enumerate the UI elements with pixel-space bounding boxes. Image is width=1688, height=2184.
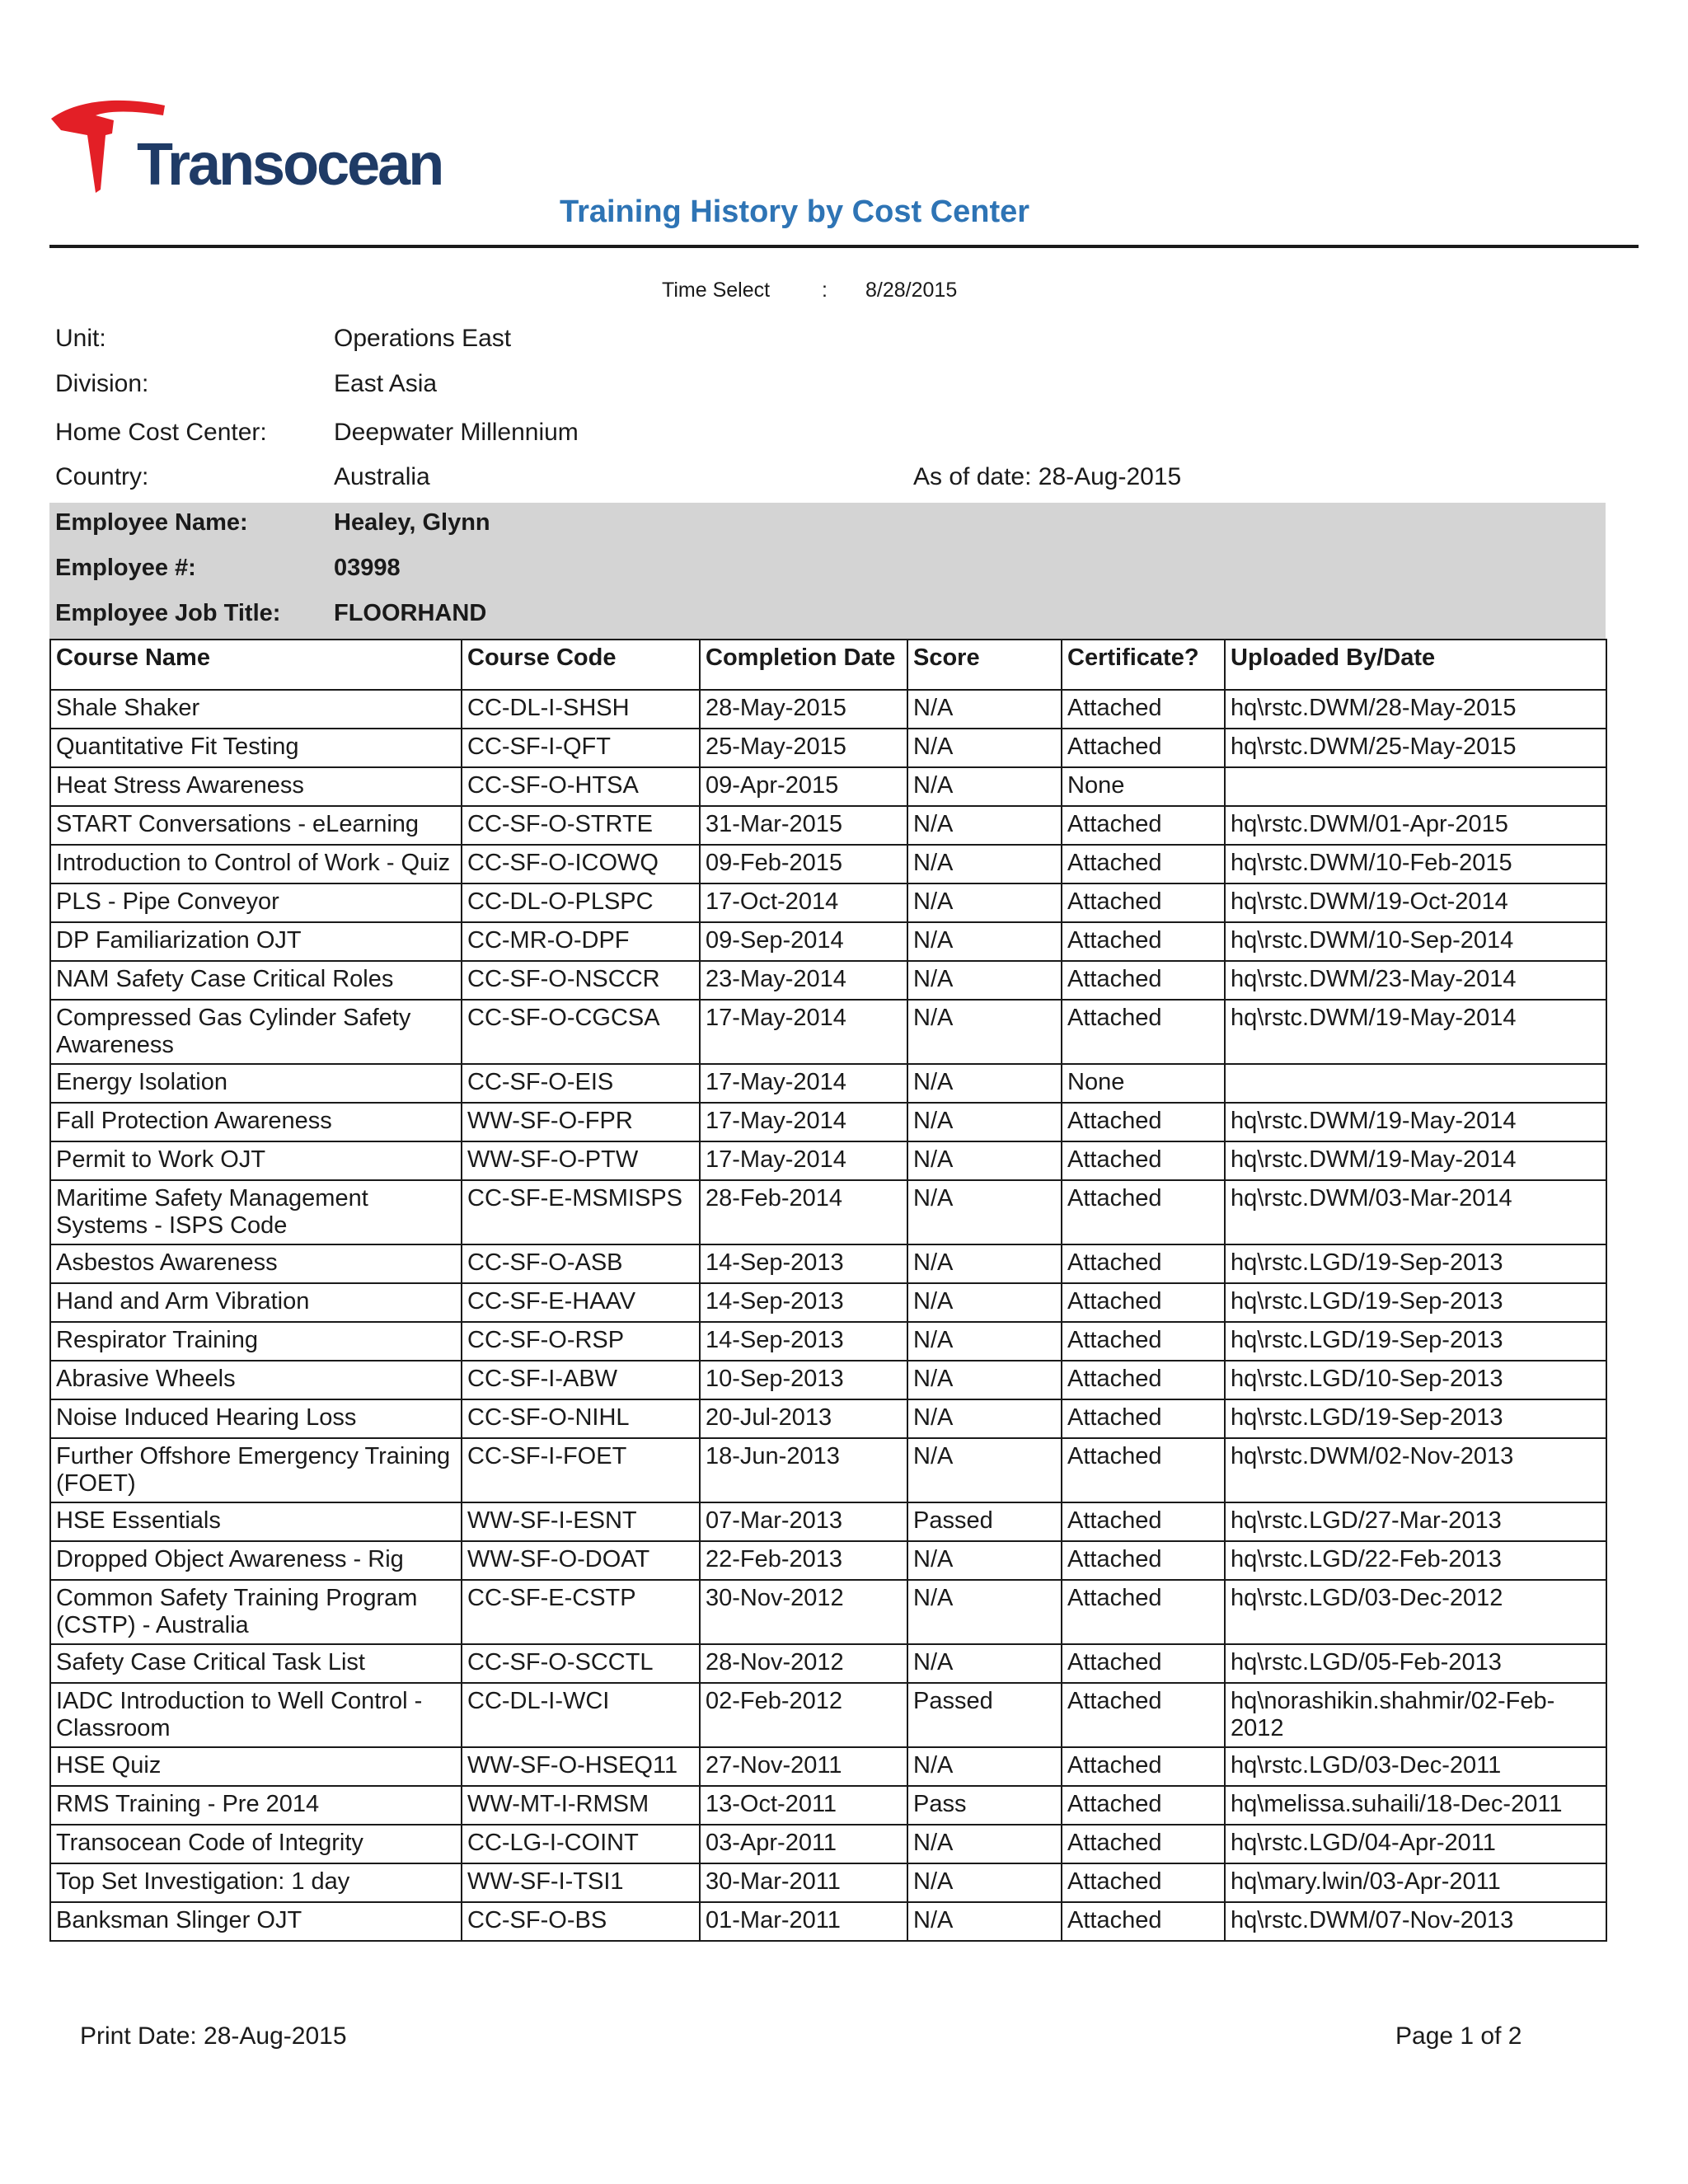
unit-label: Unit: [55,325,106,352]
score-cell: Passed [907,1683,1062,1747]
table-header-row [50,640,1606,690]
completion-date-cell: 14-Sep-2013 [700,1283,907,1322]
table-row [50,845,1606,883]
column-header-certificate: Certificate? [1062,640,1225,690]
table-row [50,1786,1606,1825]
column-header-completion-date: Completion Date [700,640,907,690]
uploaded-by-cell: hq\rstc.LGD/22-Feb-2013 [1225,1541,1606,1580]
course-name-cell: PLS - Pipe Conveyor [50,883,462,922]
course-code-cell: WW-SF-I-ESNT [462,1502,700,1541]
uploaded-by-cell: hq\melissa.suhaili/18-Dec-2011 [1225,1786,1606,1825]
course-name-cell: Respirator Training [50,1322,462,1361]
table-row [50,729,1606,767]
table-row [50,1902,1606,1941]
course-name-cell: Noise Induced Hearing Loss [50,1399,462,1438]
course-name-cell: Transocean Code of Integrity [50,1825,462,1863]
completion-date-cell: 13-Oct-2011 [700,1786,907,1825]
completion-date-cell: 25-May-2015 [700,729,907,767]
course-name-cell: Quantitative Fit Testing [50,729,462,767]
course-code-cell: CC-SF-E-MSMISPS [462,1180,700,1244]
completion-date-cell: 22-Feb-2013 [700,1541,907,1580]
uploaded-by-cell: hq\rstc.DWM/25-May-2015 [1225,729,1606,767]
course-name-cell: Shale Shaker [50,690,462,729]
score-cell: N/A [907,1064,1062,1103]
table-row [50,1825,1606,1863]
certificate-cell: Attached [1062,883,1225,922]
uploaded-by-cell: hq\rstc.LGD/03-Dec-2011 [1225,1747,1606,1786]
employee-job-title-value: FLOORHAND [334,600,487,626]
score-cell: N/A [907,1283,1062,1322]
score-cell: N/A [907,1644,1062,1683]
table-row [50,1580,1606,1644]
course-code-cell: CC-SF-O-ICOWQ [462,845,700,883]
certificate-cell: None [1062,767,1225,806]
score-cell: N/A [907,1244,1062,1283]
completion-date-cell: 28-Feb-2014 [700,1180,907,1244]
course-code-cell: WW-MT-I-RMSM [462,1786,700,1825]
uploaded-by-cell [1225,1064,1606,1103]
uploaded-by-cell: hq\rstc.DWM/10-Feb-2015 [1225,845,1606,883]
course-code-cell: CC-SF-O-EIS [462,1064,700,1103]
uploaded-by-cell: hq\rstc.DWM/19-May-2014 [1225,1000,1606,1064]
completion-date-cell: 23-May-2014 [700,961,907,1000]
course-code-cell: WW-SF-O-DOAT [462,1541,700,1580]
certificate-cell: Attached [1062,1283,1225,1322]
certificate-cell: Attached [1062,1361,1225,1399]
table-row [50,1000,1606,1064]
certificate-cell: Attached [1062,1644,1225,1683]
certificate-cell: Attached [1062,1244,1225,1283]
certificate-cell: Attached [1062,729,1225,767]
uploaded-by-cell: hq\norashikin.shahmir/02-Feb-2012 [1225,1683,1606,1747]
employee-name-label: Employee Name: [55,509,248,536]
table-row [50,1361,1606,1399]
completion-date-cell: 09-Sep-2014 [700,922,907,961]
course-code-cell: CC-SF-O-SCCTL [462,1644,700,1683]
uploaded-by-cell: hq\rstc.DWM/10-Sep-2014 [1225,922,1606,961]
table-row [50,1399,1606,1438]
home-cost-center-value: Deepwater Millennium [334,419,579,446]
certificate-cell: Attached [1062,1399,1225,1438]
table-row [50,806,1606,845]
certificate-cell: Attached [1062,1786,1225,1825]
time-select-value: 8/28/2015 [865,279,958,302]
time-select-colon: : [822,279,828,302]
uploaded-by-cell: hq\rstc.LGD/19-Sep-2013 [1225,1322,1606,1361]
certificate-cell: Attached [1062,1141,1225,1180]
page-number: Page 1 of 2 [1395,2022,1522,2050]
course-code-cell: CC-SF-O-STRTE [462,806,700,845]
score-cell: N/A [907,1541,1062,1580]
completion-date-cell: 01-Mar-2011 [700,1902,907,1941]
course-code-cell: CC-DL-I-WCI [462,1683,700,1747]
course-code-cell: CC-LG-I-COINT [462,1825,700,1863]
course-code-cell: WW-SF-I-TSI1 [462,1863,700,1902]
certificate-cell: Attached [1062,1902,1225,1941]
table-row [50,922,1606,961]
completion-date-cell: 17-May-2014 [700,1103,907,1141]
score-cell: N/A [907,1747,1062,1786]
completion-date-cell: 02-Feb-2012 [700,1683,907,1747]
score-cell: N/A [907,922,1062,961]
score-cell: N/A [907,1000,1062,1064]
score-cell: N/A [907,1902,1062,1941]
course-code-cell: CC-SF-O-CGCSA [462,1000,700,1064]
course-code-cell: WW-SF-O-PTW [462,1141,700,1180]
uploaded-by-cell: hq\rstc.DWM/23-May-2014 [1225,961,1606,1000]
course-code-cell: CC-SF-O-ASB [462,1244,700,1283]
score-cell: N/A [907,1103,1062,1141]
uploaded-by-cell: hq\rstc.LGD/04-Apr-2011 [1225,1825,1606,1863]
table-row [50,1502,1606,1541]
table-row [50,1244,1606,1283]
table-row [50,1141,1606,1180]
country-label: Country: [55,463,149,490]
uploaded-by-cell: hq\rstc.DWM/07-Nov-2013 [1225,1902,1606,1941]
uploaded-by-cell: hq\rstc.LGD/19-Sep-2013 [1225,1283,1606,1322]
completion-date-cell: 18-Jun-2013 [700,1438,907,1502]
course-name-cell: Fall Protection Awareness [50,1103,462,1141]
score-cell: N/A [907,1580,1062,1644]
course-code-cell: CC-SF-E-HAAV [462,1283,700,1322]
uploaded-by-cell: hq\rstc.DWM/19-May-2014 [1225,1141,1606,1180]
score-cell: N/A [907,729,1062,767]
score-cell: N/A [907,1438,1062,1502]
uploaded-by-cell: hq\mary.lwin/03-Apr-2011 [1225,1863,1606,1902]
uploaded-by-cell: hq\rstc.LGD/03-Dec-2012 [1225,1580,1606,1644]
completion-date-cell: 03-Apr-2011 [700,1825,907,1863]
course-code-cell: CC-SF-O-RSP [462,1322,700,1361]
completion-date-cell: 30-Mar-2011 [700,1863,907,1902]
division-value: East Asia [334,370,438,397]
completion-date-cell: 17-May-2014 [700,1064,907,1103]
certificate-cell: Attached [1062,1747,1225,1786]
course-code-cell: CC-SF-O-BS [462,1902,700,1941]
course-name-cell: Maritime Safety Management Systems - ISPS Code [50,1180,462,1244]
print-date: Print Date: 28-Aug-2015 [80,2022,347,2050]
score-cell: N/A [907,1322,1062,1361]
certificate-cell: Attached [1062,1541,1225,1580]
certificate-cell: Attached [1062,845,1225,883]
table-row [50,1644,1606,1683]
training-history-table [49,639,1607,1942]
course-name-cell: NAM Safety Case Critical Roles [50,961,462,1000]
completion-date-cell: 17-May-2014 [700,1000,907,1064]
as-of-date: As of date: 28-Aug-2015 [913,463,1182,490]
course-name-cell: Dropped Object Awareness - Rig [50,1541,462,1580]
table-row [50,883,1606,922]
uploaded-by-cell: hq\rstc.LGD/19-Sep-2013 [1225,1399,1606,1438]
certificate-cell: Attached [1062,1502,1225,1541]
course-name-cell: HSE Quiz [50,1747,462,1786]
completion-date-cell: 14-Sep-2013 [700,1244,907,1283]
completion-date-cell: 20-Jul-2013 [700,1399,907,1438]
table-row [50,1064,1606,1103]
course-name-cell: HSE Essentials [50,1502,462,1541]
completion-date-cell: 28-Nov-2012 [700,1644,907,1683]
course-name-cell: RMS Training - Pre 2014 [50,1786,462,1825]
course-code-cell: CC-SF-E-CSTP [462,1580,700,1644]
certificate-cell: Attached [1062,1103,1225,1141]
uploaded-by-cell: hq\rstc.LGD/19-Sep-2013 [1225,1244,1606,1283]
uploaded-by-cell: hq\rstc.LGD/27-Mar-2013 [1225,1502,1606,1541]
table-row [50,961,1606,1000]
table-row [50,1103,1606,1141]
course-name-cell: Asbestos Awareness [50,1244,462,1283]
completion-date-cell: 17-Oct-2014 [700,883,907,922]
uploaded-by-cell: hq\rstc.DWM/03-Mar-2014 [1225,1180,1606,1244]
course-name-cell: Energy Isolation [50,1064,462,1103]
certificate-cell: Attached [1062,1322,1225,1361]
course-name-cell: Further Offshore Emergency Training (FOET) [50,1438,462,1502]
uploaded-by-cell: hq\rstc.LGD/05-Feb-2013 [1225,1644,1606,1683]
certificate-cell: Attached [1062,806,1225,845]
score-cell: N/A [907,806,1062,845]
score-cell: N/A [907,1180,1062,1244]
report-title: Training History by Cost Center [559,194,1030,229]
score-cell: N/A [907,767,1062,806]
certificate-cell: Attached [1062,1825,1225,1863]
logo-wordmark: Transocean [137,132,443,198]
table-row [50,1322,1606,1361]
table-row [50,1863,1606,1902]
course-code-cell: WW-SF-O-HSEQ11 [462,1747,700,1786]
certificate-cell: Attached [1062,922,1225,961]
certificate-cell: Attached [1062,1000,1225,1064]
employee-job-title-label: Employee Job Title: [55,600,281,626]
score-cell: Pass [907,1786,1062,1825]
table-row [50,1541,1606,1580]
certificate-cell: Attached [1062,961,1225,1000]
course-name-cell: Hand and Arm Vibration [50,1283,462,1322]
certificate-cell: None [1062,1064,1225,1103]
uploaded-by-cell: hq\rstc.LGD/10-Sep-2013 [1225,1361,1606,1399]
certificate-cell: Attached [1062,1863,1225,1902]
employee-section [49,503,1606,639]
course-name-cell: Permit to Work OJT [50,1141,462,1180]
completion-date-cell: 09-Feb-2015 [700,845,907,883]
course-name-cell: DP Familiarization OJT [50,922,462,961]
uploaded-by-cell: hq\rstc.DWM/19-Oct-2014 [1225,883,1606,922]
division-label: Division: [55,370,149,397]
table-row [50,690,1606,729]
course-code-cell: CC-SF-O-NIHL [462,1399,700,1438]
completion-date-cell: 28-May-2015 [700,690,907,729]
score-cell: N/A [907,1399,1062,1438]
completion-date-cell: 07-Mar-2013 [700,1502,907,1541]
uploaded-by-cell: hq\rstc.DWM/01-Apr-2015 [1225,806,1606,845]
score-cell: N/A [907,1141,1062,1180]
uploaded-by-cell: hq\rstc.DWM/28-May-2015 [1225,690,1606,729]
title-divider [49,245,1639,248]
completion-date-cell: 14-Sep-2013 [700,1322,907,1361]
table-row [50,767,1606,806]
transocean-logo [51,97,480,196]
course-name-cell: Common Safety Training Program (CSTP) - Australia [50,1580,462,1644]
employee-name-value: Healey, Glynn [334,509,490,536]
table-row [50,1180,1606,1244]
course-name-cell: Banksman Slinger OJT [50,1902,462,1941]
unit-value: Operations East [334,325,512,352]
course-code-cell: WW-SF-O-FPR [462,1103,700,1141]
certificate-cell: Attached [1062,1180,1225,1244]
course-name-cell: Abrasive Wheels [50,1361,462,1399]
table-row [50,1438,1606,1502]
score-cell: Passed [907,1502,1062,1541]
table-row [50,1747,1606,1786]
course-name-cell: START Conversations - eLearning [50,806,462,845]
uploaded-by-cell: hq\rstc.DWM/19-May-2014 [1225,1103,1606,1141]
course-name-cell: IADC Introduction to Well Control - Classroom [50,1683,462,1747]
certificate-cell: Attached [1062,1580,1225,1644]
course-code-cell: CC-SF-O-HTSA [462,767,700,806]
time-select-label: Time Select [662,279,771,302]
table-row [50,1283,1606,1322]
employee-number-label: Employee #: [55,555,196,581]
uploaded-by-cell: hq\rstc.DWM/02-Nov-2013 [1225,1438,1606,1502]
score-cell: N/A [907,1863,1062,1902]
home-cost-center-label: Home Cost Center: [55,419,267,446]
completion-date-cell: 30-Nov-2012 [700,1580,907,1644]
course-name-cell: Safety Case Critical Task List [50,1644,462,1683]
course-code-cell: CC-SF-I-QFT [462,729,700,767]
certificate-cell: Attached [1062,690,1225,729]
score-cell: N/A [907,690,1062,729]
score-cell: N/A [907,845,1062,883]
column-header-course-name: Course Name [50,640,462,690]
score-cell: N/A [907,961,1062,1000]
completion-date-cell: 17-May-2014 [700,1141,907,1180]
course-code-cell: CC-SF-O-NSCCR [462,961,700,1000]
country-value: Australia [334,463,430,490]
course-code-cell: CC-SF-I-FOET [462,1438,700,1502]
certificate-cell: Attached [1062,1438,1225,1502]
column-header-score: Score [907,640,1062,690]
course-name-cell: Introduction to Control of Work - Quiz [50,845,462,883]
certificate-cell: Attached [1062,1683,1225,1747]
course-code-cell: CC-DL-O-PLSPC [462,883,700,922]
employee-number-value: 03998 [334,555,401,581]
course-name-cell: Compressed Gas Cylinder Safety Awareness [50,1000,462,1064]
course-name-cell: Top Set Investigation: 1 day [50,1863,462,1902]
column-header-uploaded-by-date: Uploaded By/Date [1225,640,1606,690]
course-name-cell: Heat Stress Awareness [50,767,462,806]
course-code-cell: CC-SF-I-ABW [462,1361,700,1399]
completion-date-cell: 09-Apr-2015 [700,767,907,806]
score-cell: N/A [907,1361,1062,1399]
table-row [50,1683,1606,1747]
completion-date-cell: 31-Mar-2015 [700,806,907,845]
completion-date-cell: 10-Sep-2013 [700,1361,907,1399]
course-code-cell: CC-DL-I-SHSH [462,690,700,729]
score-cell: N/A [907,1825,1062,1863]
course-code-cell: CC-MR-O-DPF [462,922,700,961]
score-cell: N/A [907,883,1062,922]
column-header-course-code: Course Code [462,640,700,690]
uploaded-by-cell [1225,767,1606,806]
completion-date-cell: 27-Nov-2011 [700,1747,907,1786]
